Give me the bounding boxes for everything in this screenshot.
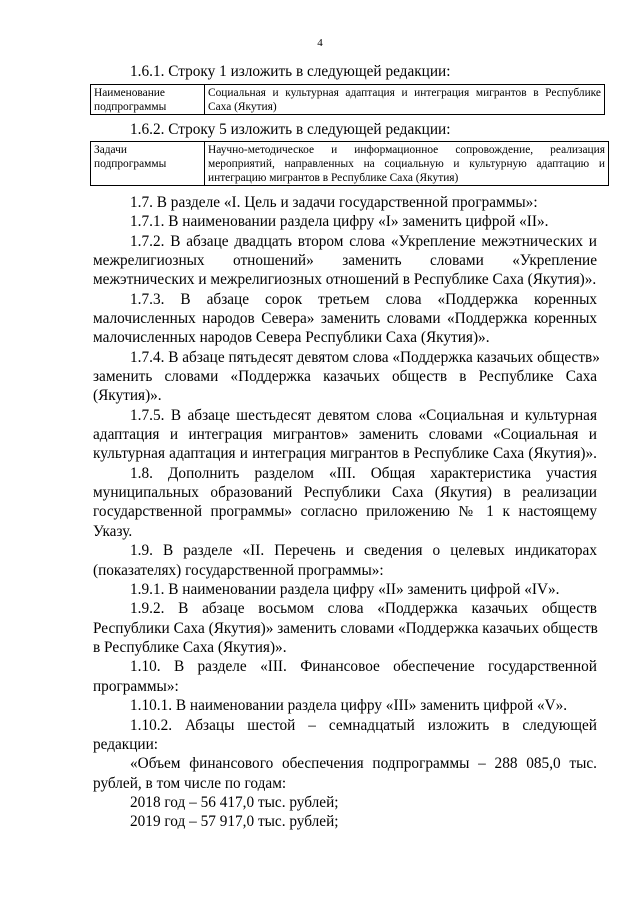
- text-line: 1.9.1. В наименовании раздела цифру «II» заменить цифрой «IV».: [130, 581, 560, 598]
- text-line: 1.10. В разделе «III. Финансовое обеспечение государственной: [130, 658, 597, 675]
- text-line: 1.7.3. В абзаце сорок третьем слова «Поддержка коренных: [130, 291, 597, 308]
- table-cell-value: Научно-методическое и информационное сопровождение, реализация мероприятий, направленных на социальную и культурную адаптацию и интеграцию мигрантов в Республике Саха (Якутия): [205, 142, 609, 186]
- text-line: 1.9.2. В абзаце восьмом слова «Поддержка казачьих обществ: [130, 600, 597, 617]
- text-line: программы»:: [93, 678, 179, 695]
- text-line: «Объем финансового обеспечения подпрограммы – 288 085,0 тыс.: [130, 755, 597, 772]
- text-line: 2019 год – 57 917,0 тыс. рублей;: [130, 813, 339, 830]
- table-cell-label: Задачи подпрограммы: [91, 142, 205, 186]
- text-line: 1.6.1. Строку 1 изложить в следующей редакции:: [130, 63, 451, 80]
- text-line: 1.7.1. В наименовании раздела цифру «I» заменить цифрой «II».: [130, 213, 549, 230]
- text-line: муниципальных образований Республики Саха (Якутия) в реализации: [93, 484, 597, 501]
- text-line: редакции:: [93, 736, 159, 753]
- text-line: культурная адаптация и интеграция мигрантов в Республике Саха (Якутия)».: [93, 445, 597, 462]
- text-line: в Республике Саха (Якутия)».: [93, 639, 287, 656]
- text-line: 1.8. Дополнить разделом «III. Общая характеристика участия: [130, 465, 597, 482]
- text-line: рублей, в том числе по годам:: [93, 775, 287, 792]
- text-line: межрелигиозных отношений» заменить словами «Укрепление: [93, 252, 597, 269]
- text-line: заменить словами «Поддержка казачьих обществ в Республике Саха: [93, 368, 597, 385]
- text-line: 1.7.5. В абзаце шестьдесят девятом слова «Социальная и культурная: [130, 407, 597, 424]
- text-line: межэтнических и межрелигиозных отношений в Республике Саха (Якутия)».: [93, 271, 597, 288]
- text-line: (показателях) государственной программы»:: [93, 562, 384, 579]
- text-line: 1.7.4. В абзаце пятьдесят девятом слова «Поддержка казачьих обществ»: [130, 349, 600, 366]
- text-line: государственной программы» согласно приложению № 1 к настоящему: [93, 503, 597, 520]
- text-line: 2018 год – 56 417,0 тыс. рублей;: [130, 794, 339, 811]
- text-line: 1.6.2. Строку 5 изложить в следующей редакции:: [130, 121, 451, 138]
- text-line: 1.7.2. В абзаце двадцать втором слова «Укрепление межэтнических и: [130, 233, 597, 250]
- text-line: 1.10.2. Абзацы шестой – семнадцатый изложить в следующей: [130, 717, 597, 734]
- table-row-1-edit: [90, 84, 605, 115]
- text-line: Указу.: [93, 523, 133, 540]
- text-line: малочисленных народов Севера Республики Саха (Якутия)».: [93, 329, 490, 346]
- text-line: адаптация и интеграция мигрантов» заменить словами «Социальная и: [93, 426, 597, 443]
- text-line: (Якутия)».: [93, 387, 162, 404]
- table-row-5-edit: [90, 141, 609, 186]
- text-line: 1.9. В разделе «II. Перечень и сведения о целевых индикаторах: [130, 542, 597, 559]
- text-line: 1.10.1. В наименовании раздела цифру «III» заменить цифрой «V».: [130, 697, 568, 714]
- page-number: 4: [317, 37, 323, 49]
- text-line: малочисленных народов Севера» заменить словами «Поддержка коренных: [93, 310, 597, 327]
- text-line: Республики Саха (Якутия)» заменить словами «Поддержка казачьих обществ: [93, 620, 598, 637]
- text-line: 1.7. В разделе «I. Цель и задачи государственной программы»:: [130, 194, 538, 211]
- table-cell-label: Наименование подпрограммы: [91, 85, 205, 115]
- table-cell-value: Социальная и культурная адаптация и интеграция мигрантов в Республике Саха (Якутия): [205, 85, 605, 115]
